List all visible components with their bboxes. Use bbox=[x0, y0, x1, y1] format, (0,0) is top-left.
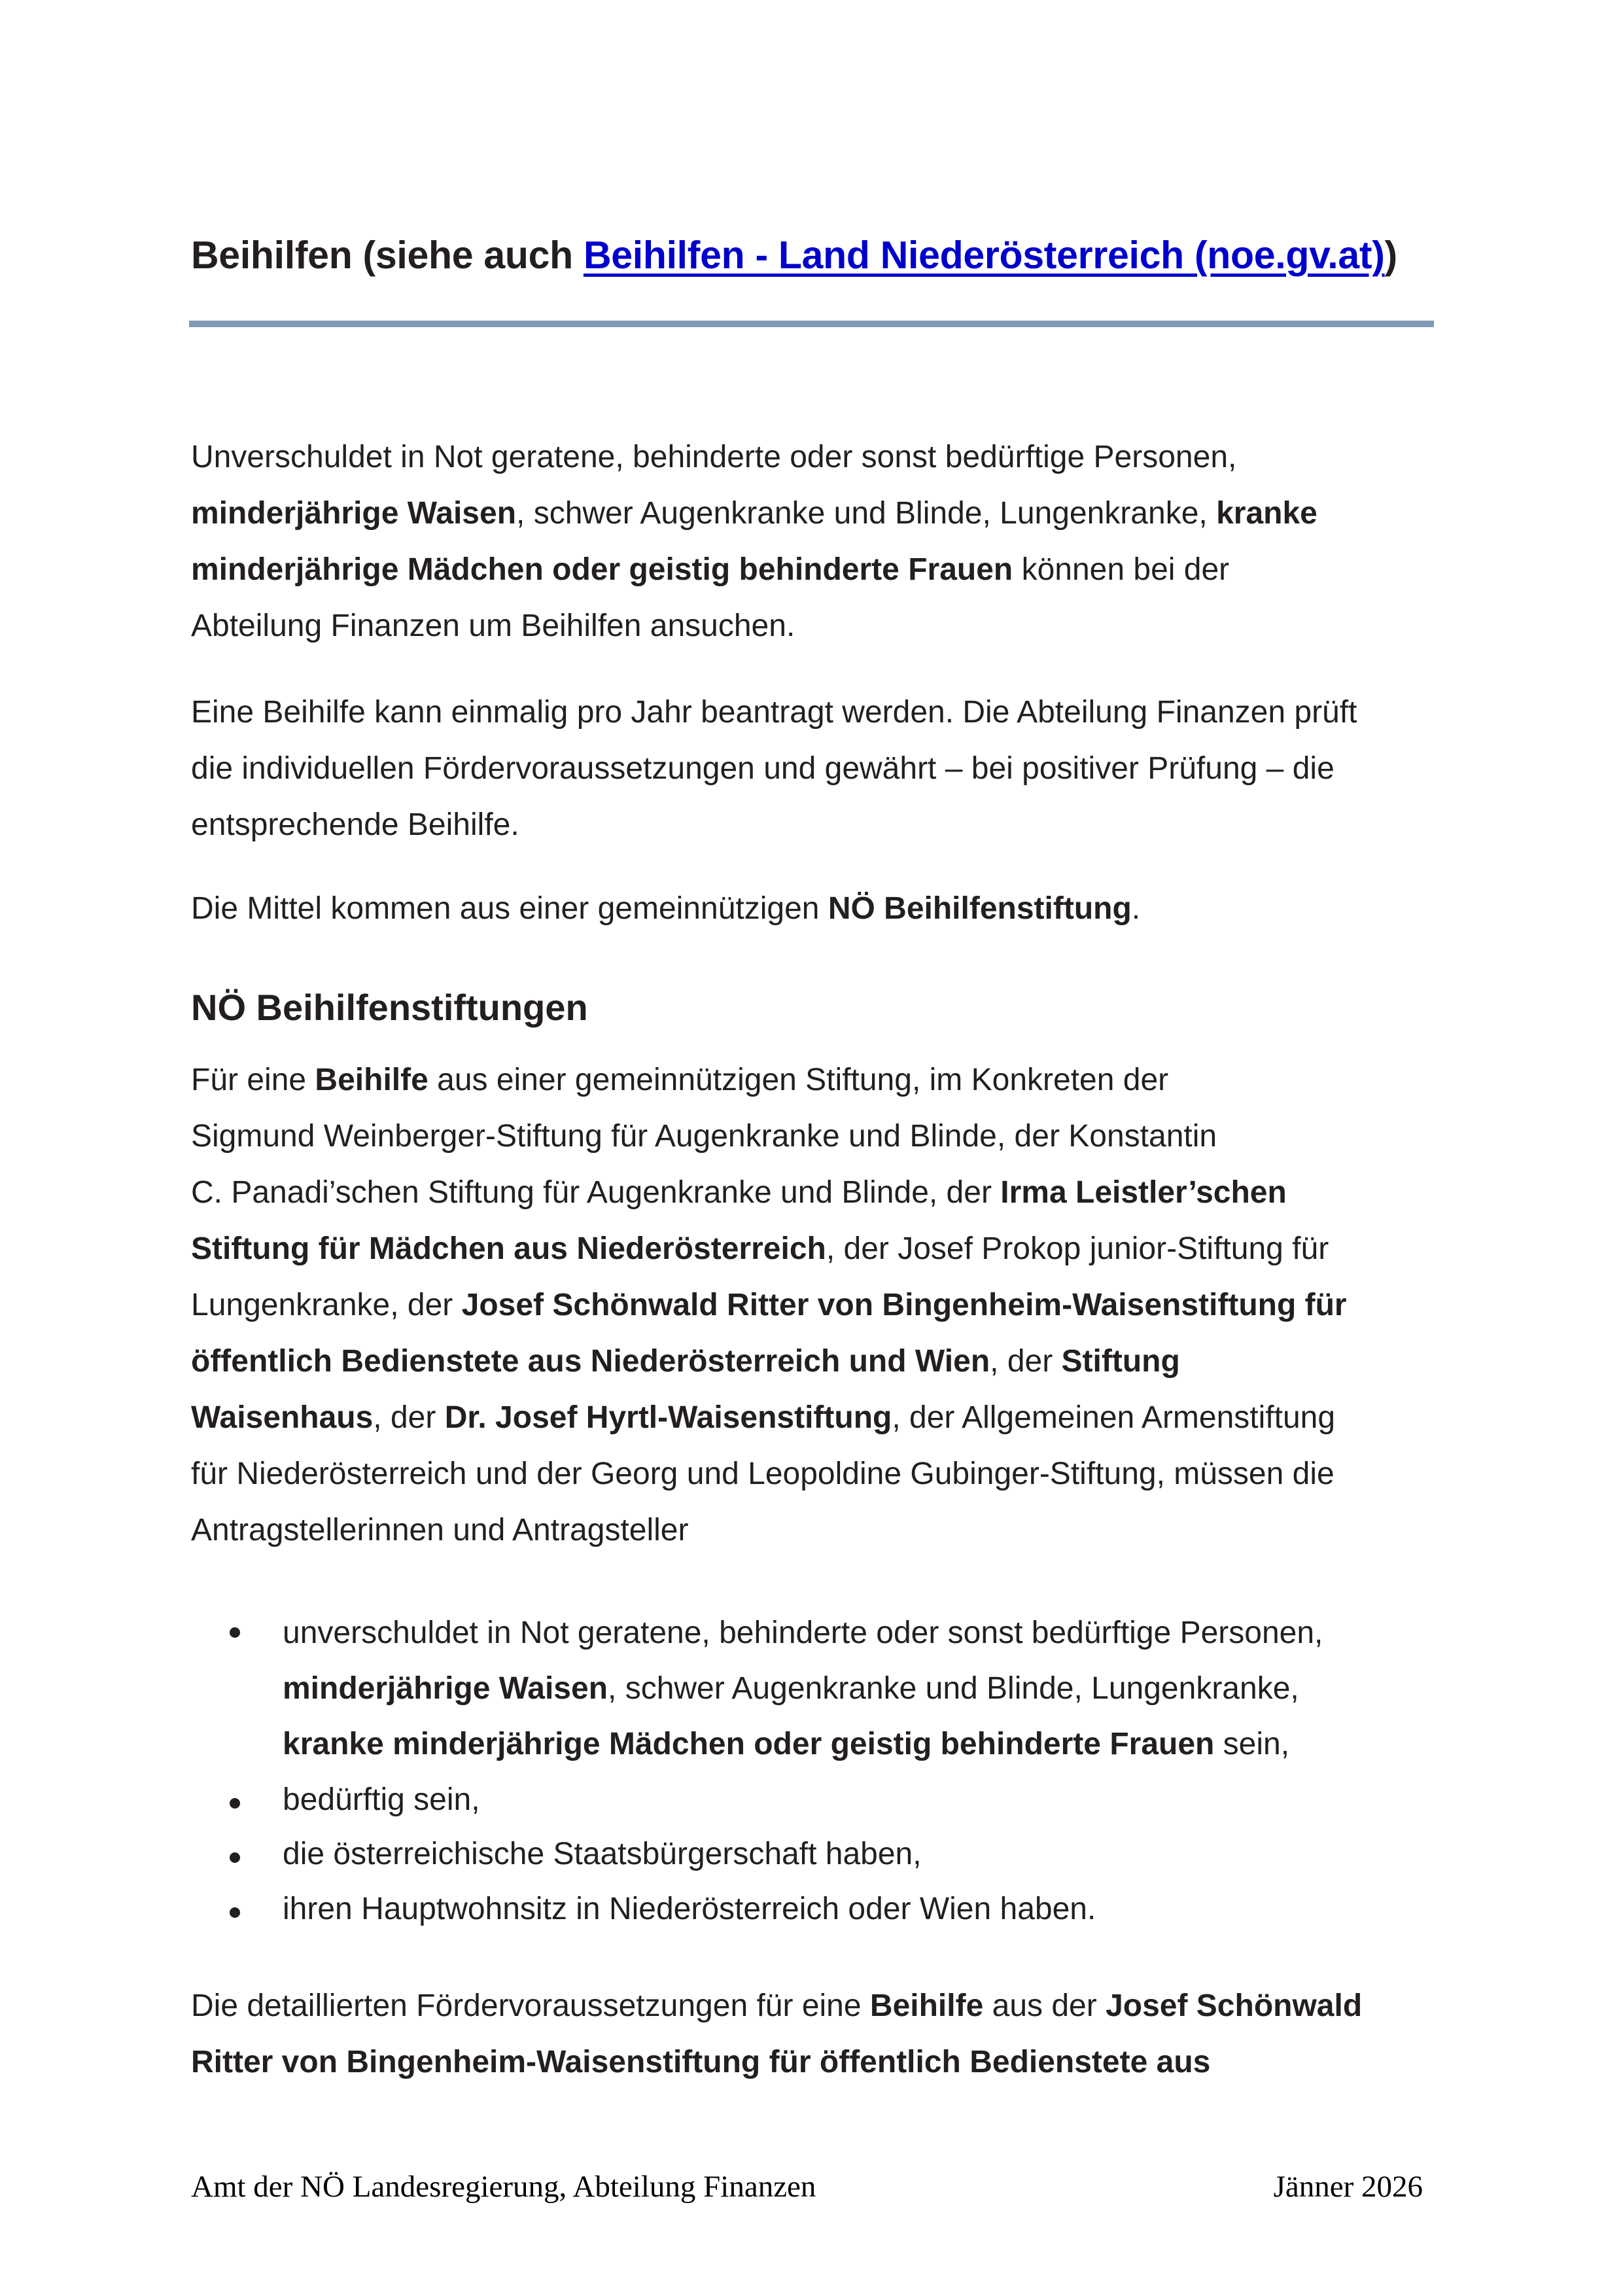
text-run: C. Panadi’schen Stiftung für Augenkranke und Blinde, der bbox=[191, 1175, 1001, 1210]
text-line: Antragstellerinnen und Antragsteller bbox=[191, 1513, 689, 1547]
bold-text: NÖ Beihilfenstiftung bbox=[828, 891, 1132, 926]
text-line bbox=[191, 1978, 1440, 2034]
list-item bbox=[191, 1772, 1440, 1826]
bold-text: Beihilfe bbox=[315, 1063, 428, 1097]
text-line bbox=[191, 881, 1440, 937]
text-line bbox=[191, 1333, 1440, 1390]
text-line: für Niederösterreich und der Georg und Leopoldine Gubinger-Stiftung, müssen die bbox=[191, 1457, 1335, 1491]
text-run: , der Allgemeinen Armenstiftung bbox=[892, 1400, 1336, 1435]
bold-text: Stiftung bbox=[1061, 1344, 1180, 1379]
text-run: Die Mittel kommen aus einer gemeinnützigen bbox=[191, 891, 828, 926]
bullet-icon bbox=[230, 1907, 240, 1918]
text-run: , schwer Augenkranke und Blinde, Lungenkranke, bbox=[516, 496, 1217, 531]
text-run: , der bbox=[990, 1344, 1062, 1379]
bold-text: Beihilfe bbox=[869, 1988, 984, 2023]
text-run: Für eine bbox=[191, 1063, 315, 1097]
text-run: aus einer gemeinnützigen Stiftung, im Konkreten der bbox=[428, 1063, 1169, 1097]
text-run: , der Josef Prokop junior-Stiftung für bbox=[826, 1231, 1329, 1266]
bold-text: minderjährige Waisen bbox=[191, 496, 517, 531]
title-suffix: ) bbox=[1384, 234, 1397, 277]
text-line: bedürftig sein, bbox=[283, 1782, 480, 1817]
list-item bbox=[191, 1881, 1440, 1937]
bold-text: Ritter von Bingenheim-Waisenstiftung für öffentlich Bedienstete aus bbox=[191, 2045, 1211, 2079]
text-line bbox=[283, 1661, 1440, 1716]
text-line bbox=[191, 1165, 1440, 1221]
text-line: unverschuldet in Not geratene, behinderte oder sonst bedürftige Personen, bbox=[283, 1616, 1323, 1650]
footer-department: Amt der NÖ Landesregierung, Abteilung Finanzen bbox=[191, 2170, 816, 2204]
text-line bbox=[191, 1221, 1440, 1277]
bold-text: Waisenhaus bbox=[191, 1400, 374, 1435]
bold-text: Dr. Josef Hyrtl-Waisenstiftung bbox=[444, 1400, 892, 1435]
intro-paragraph-2 bbox=[191, 684, 1440, 853]
section-heading: NÖ Beihilfenstiftungen bbox=[191, 987, 588, 1028]
foundations-paragraph bbox=[191, 1052, 1440, 1559]
bold-text: öffentlich Bedienstete aus Niederösterreich und Wien bbox=[191, 1344, 990, 1379]
text-line: die individuellen Fördervoraussetzungen und gewährt – bei positiver Prüfung – die bbox=[191, 751, 1335, 786]
bold-text: kranke bbox=[1216, 496, 1318, 531]
text-line: die österreichische Staatsbürgerschaft haben, bbox=[283, 1837, 922, 1871]
footer-date: Jänner 2026 bbox=[1273, 2170, 1423, 2204]
text-run: aus der bbox=[983, 1988, 1106, 2023]
text-line: Sigmund Weinberger-Stiftung für Augenkranke und Blinde, der Konstantin bbox=[191, 1119, 1217, 1154]
text-line bbox=[191, 2034, 1440, 2091]
bold-text: Irma Leistler’schen bbox=[1000, 1175, 1287, 1210]
text-run: . bbox=[1131, 891, 1141, 926]
text-line bbox=[191, 1390, 1440, 1446]
list-item bbox=[191, 1605, 1440, 1772]
text-run: , schwer Augenkranke und Blinde, Lungenkranke, bbox=[608, 1671, 1299, 1706]
bold-text: kranke minderjährige Mädchen oder geistig behinderte Frauen bbox=[283, 1727, 1215, 1761]
text-line bbox=[283, 1716, 1440, 1772]
details-paragraph bbox=[191, 1978, 1440, 2091]
page-title bbox=[191, 229, 1467, 281]
bullet-icon bbox=[230, 1627, 240, 1638]
text-line bbox=[191, 542, 1440, 598]
requirements-list bbox=[191, 1605, 1440, 1937]
text-run: sein, bbox=[1214, 1727, 1290, 1761]
bold-text: minderjährige Mädchen oder geistig behinderte Frauen bbox=[191, 552, 1013, 587]
bold-text: Josef Schönwald Ritter von Bingenheim-Waisenstiftung für bbox=[461, 1288, 1347, 1322]
text-run: Die detaillierten Fördervoraussetzungen für eine bbox=[191, 1988, 870, 2023]
text-line bbox=[191, 1052, 1440, 1108]
text-line: Eine Beihilfe kann einmalig pro Jahr beantragt werden. Die Abteilung Finanzen prüft bbox=[191, 695, 1357, 730]
noe-beihilfen-link[interactable]: Beihilfen - Land Niederösterreich (noe.gv.at) bbox=[583, 234, 1385, 277]
text-line: ihren Hauptwohnsitz in Niederösterreich oder Wien haben. bbox=[283, 1892, 1096, 1926]
bold-text: minderjährige Waisen bbox=[283, 1671, 608, 1706]
intro-paragraph-3 bbox=[191, 881, 1440, 937]
bullet-icon bbox=[230, 1798, 240, 1809]
text-line: entsprechende Beihilfe. bbox=[191, 807, 519, 842]
text-run: , der bbox=[373, 1400, 445, 1435]
intro-paragraph-1 bbox=[191, 429, 1440, 654]
bold-text: Stiftung für Mädchen aus Niederösterreich bbox=[191, 1231, 826, 1266]
bold-text: Josef Schönwald bbox=[1106, 1988, 1363, 2023]
text-line: Unverschuldet in Not geratene, behinderte oder sonst bedürftige Personen, bbox=[191, 440, 1237, 474]
text-line bbox=[191, 486, 1440, 542]
title-divider bbox=[189, 321, 1434, 327]
text-run: Lungenkranke, der bbox=[191, 1288, 462, 1322]
text-run: können bei der bbox=[1013, 552, 1230, 587]
title-prefix: Beihilfen (siehe auch bbox=[191, 234, 584, 277]
bullet-icon bbox=[230, 1852, 240, 1863]
list-item bbox=[191, 1826, 1440, 1881]
text-line bbox=[191, 1277, 1440, 1333]
text-line: Abteilung Finanzen um Beihilfen ansuchen. bbox=[191, 609, 795, 643]
